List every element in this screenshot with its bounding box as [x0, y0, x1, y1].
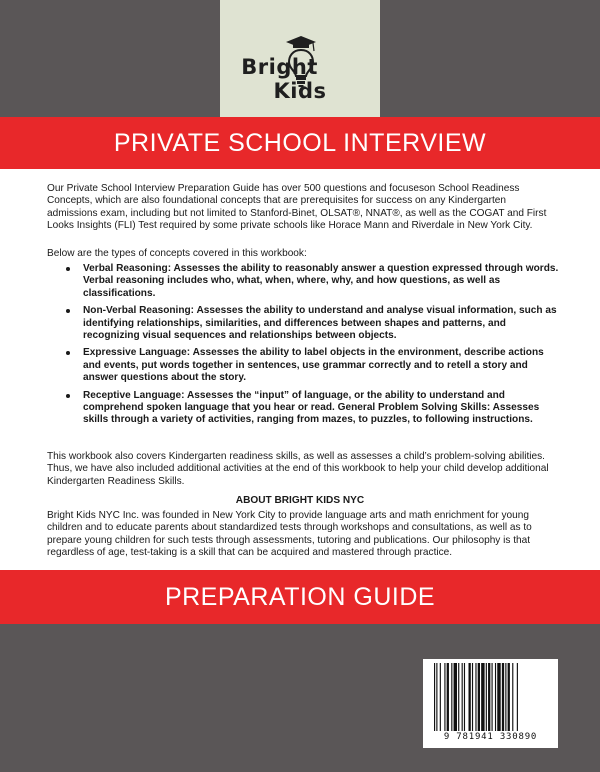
readiness-paragraph: This workbook also covers Kindergarten readiness skills, as well as assesses a child’s problem-solving abilities. Thus, we have also included additional activities at the end of this workbook to help your child develop additional Kindergarten Readiness Skills. [47, 451, 549, 487]
barcode-bar [434, 663, 435, 731]
barcode-bar [436, 663, 437, 731]
about-heading: ABOUT BRIGHT KIDS NYC [235, 495, 365, 506]
intro-paragraph: Our Private School Interview Preparation Guide has over 500 questions and focuseson School Readiness Concepts, which are also foundational concepts that are prerequisites for success on any Kindergarten admissions exam, including but not limited to Stanford-Binet, OLSAT®, NNAT®, as well as the COGAT and First Looks Insights (FLI) Test required by some private schools like Horace Mann and Riverdale in New York City. [47, 183, 547, 232]
list-item [47, 305, 559, 342]
bullet-icon [66, 267, 70, 271]
barcode-bar [469, 663, 471, 731]
barcode-bar [481, 663, 484, 731]
logo-text: Bright Kids [241, 55, 359, 103]
barcode-bar [447, 663, 449, 731]
barcode-bar [444, 663, 445, 731]
barcode-bar [505, 663, 506, 731]
barcode-bar [517, 663, 518, 731]
barcode-bar [454, 663, 457, 731]
barcode-bar [478, 663, 480, 731]
header-title: PRIVATE SCHOOL INTERVIEW [0, 117, 600, 169]
bullet-icon [66, 394, 70, 398]
barcode-bar [512, 663, 513, 731]
barcode-bar [495, 663, 496, 731]
about-paragraph: Bright Kids NYC Inc. was founded in New York City to provide language arts and math enrichment for young children and to educate parents about standardized tests through workshops and consultations, as well as to prepare young children for such tests through assessments, tutoring and publications. Our philosophy is that regardless of age, test-taking is a skill that can be acquired and mastered through practice. [47, 510, 532, 559]
barcode-bar [486, 663, 487, 731]
footer-title: PREPARATION GUIDE [0, 570, 600, 624]
barcode-bar [462, 663, 463, 731]
barcode-bar [488, 663, 490, 731]
barcode-bar [472, 663, 473, 731]
barcode-bar [458, 663, 459, 731]
barcode-bar [464, 663, 465, 731]
concept-text: Expressive Language: Assesses the ability to label objects in the environment, describe actions and events, put words together in sentences, use grammar correctly and to retell a story and answer questions about the story. [83, 347, 544, 384]
barcode-bar [502, 663, 504, 731]
list-item [47, 390, 559, 427]
barcode-bar [508, 663, 510, 731]
concept-list [47, 263, 559, 432]
barcode-bar [440, 663, 441, 731]
concept-text: Verbal Reasoning: Assesses the ability to reasonably answer a question expressed through words. Verbal reasoning includes who, what, when, where, why, and how questions, as well as classifications. [83, 263, 559, 299]
barcode [423, 659, 558, 748]
barcode-bar [451, 663, 452, 731]
list-intro: Below are the types of concepts covered in this workbook: [47, 248, 307, 259]
concept-text: Non-Verbal Reasoning: Assesses the ability to understand and analyse visual information, such as identifying relationships, similarities, and differences between shapes and patterns, and recognizing visual sequences and relationships between objects. [83, 305, 557, 342]
content-panel [0, 169, 600, 570]
bullet-icon [66, 309, 70, 313]
list-item [47, 263, 559, 300]
logo [220, 0, 380, 117]
barcode-bar [492, 663, 493, 731]
barcode-bars [433, 663, 549, 731]
list-item [47, 347, 559, 384]
barcode-bar [475, 663, 476, 731]
concept-text: Receptive Language: Assesses the “input” of language, or the ability to understand and comprehend spoken language that you hear or read. General Problem Solving Skills: Assesses skills through a variety of activities, ranging from mazes, to puzzles, to following instructions. [83, 389, 540, 426]
barcode-bar [497, 663, 500, 731]
barcode-number: 9 781941 330890 [443, 732, 538, 742]
bullet-icon [66, 351, 70, 355]
